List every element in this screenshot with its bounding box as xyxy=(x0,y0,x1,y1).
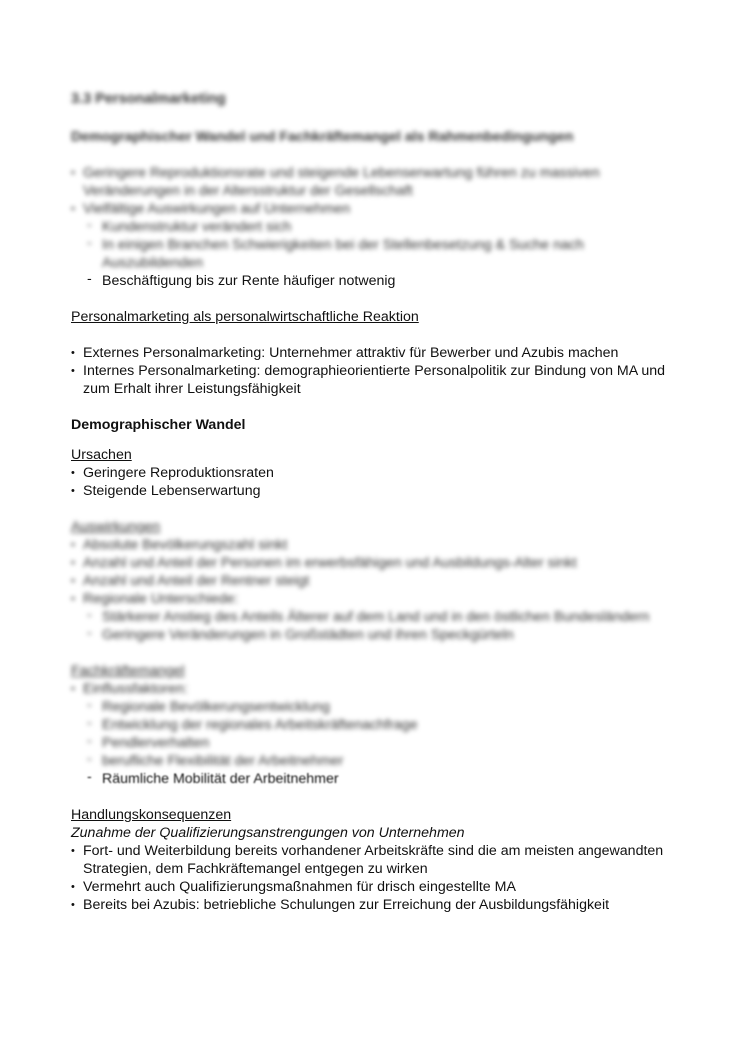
frame-sub-bullet-list xyxy=(71,218,681,290)
list-item: • Absolute Bevölkerungszahl sinkt xyxy=(71,536,681,554)
shortage-sub-bullet-list xyxy=(71,698,681,788)
list-item: • Fort- und Weiterbildung bereits vorhandener Arbeitskräfte sind die am meisten angewandten Strategien, dem Fachkräftemangel entgegen zu wirken xyxy=(71,842,681,878)
consequences-bullet-list xyxy=(71,842,681,914)
list-item: - Kundenstruktur verändert sich xyxy=(71,218,681,236)
list-item: - Pendlerverhalten xyxy=(71,734,681,752)
list-item: • Externes Personalmarketing: Unternehmer attraktiv für Bewerber und Azubis machen xyxy=(71,344,681,362)
consequences-heading: Handlungskonsequenzen xyxy=(71,807,232,823)
list-item: - Entwicklung der regionales Arbeitskräftenachfrage xyxy=(71,716,681,734)
frame-heading: Demographischer Wandel und Fachkräftemangel als Rahmenbedingungen xyxy=(71,129,574,145)
shortage-heading: Fachkräftemangel xyxy=(71,663,185,679)
effects-heading: Auswirkungen xyxy=(71,519,161,535)
reaction-bullet-list xyxy=(71,344,681,398)
list-item: • Geringere Reproduktionsraten xyxy=(71,464,681,482)
effects-sub-bullet-list xyxy=(71,608,681,644)
effects-bullet-list xyxy=(71,536,681,608)
consequences-subheading: Zunahme der Qualifizierungsanstrengungen von Unternehmen xyxy=(71,825,465,841)
list-item: • Internes Personalmarketing: demographieorientierte Personalpolitik zur Bindung von MA und zum Erhalt ihrer Leistungsfähigkeit xyxy=(71,362,681,398)
list-item: • Anzahl und Anteil der Rentner steigt xyxy=(71,572,681,590)
section-title: 3.3 Personalmarketing xyxy=(71,91,226,107)
list-item: • Anzahl und Anteil der Personen im erwerbsfähigen und Ausbildungs-Alter sinkt xyxy=(71,554,681,572)
list-item: • Steigende Lebenserwartung xyxy=(71,482,681,500)
frame-bullet-list xyxy=(71,164,681,218)
shortage-bullet-list xyxy=(71,680,681,698)
document-page xyxy=(71,90,681,914)
list-item: - Räumliche Mobilität der Arbeitnehmer xyxy=(71,770,681,788)
reaction-heading: Personalmarketing als personalwirtschaftliche Reaktion xyxy=(71,309,419,325)
list-item: - Geringere Veränderungen in Großstädten und ihren Speckgürteln xyxy=(71,626,681,644)
causes-heading: Ursachen xyxy=(71,447,132,463)
list-item: • Einflussfaktoren: xyxy=(71,680,681,698)
list-item: • Vermehrt auch Qualifizierungsmaßnahmen für drisch eingestellte MA xyxy=(71,878,681,896)
demo-heading: Demographischer Wandel xyxy=(71,417,246,433)
list-item: - Regionale Bevölkerungsentwicklung xyxy=(71,698,681,716)
list-item: • Vielfältige Auswirkungen auf Unternehmen xyxy=(71,200,681,218)
list-item: - In einigen Branchen Schwierigkeiten bei der Stellenbesetzung & Suche nach Auszubildenden xyxy=(71,236,681,272)
list-item: - berufliche Flexibilität der Arbeitnehmer xyxy=(71,752,681,770)
list-item: • Regionale Unterschiede: xyxy=(71,590,681,608)
list-item: • Geringere Reproduktionsrate und steigende Lebenserwartung führen zu massiven Veränderungen in der Altersstruktur der Gesellschaft xyxy=(71,164,681,200)
list-item: - Beschäftigung bis zur Rente häufiger notwenig xyxy=(71,272,681,290)
list-item: - Stärkerer Anstieg des Anteils Älterer auf dem Land und in den östlichen Bundesländern xyxy=(71,608,681,626)
list-item: • Bereits bei Azubis: betriebliche Schulungen zur Erreichung der Ausbildungsfähigkeit xyxy=(71,896,681,914)
causes-bullet-list xyxy=(71,464,681,500)
